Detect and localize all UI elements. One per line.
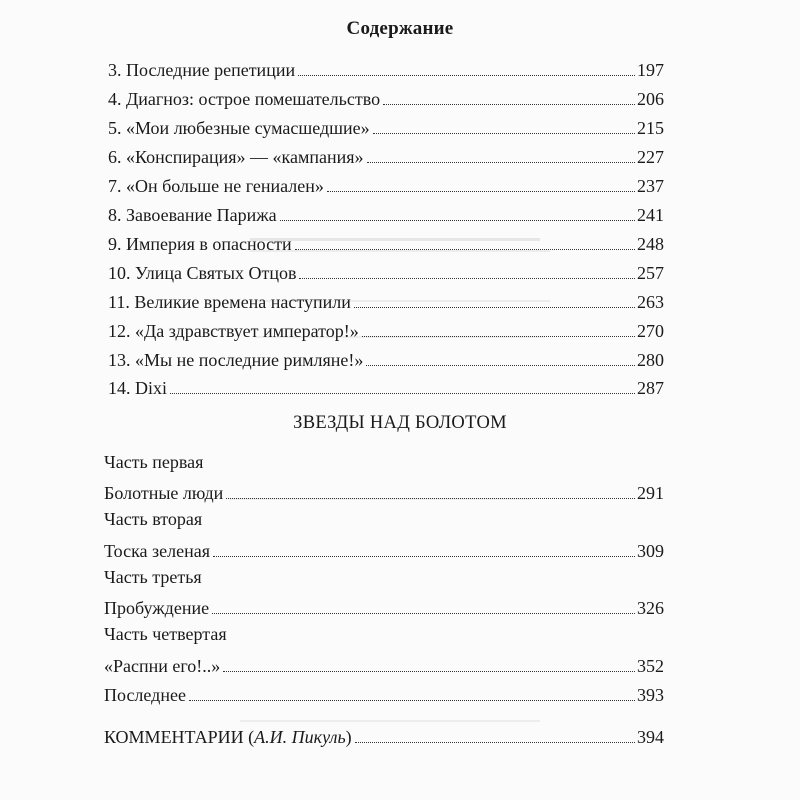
toc-row	[108, 86, 664, 110]
toc-title: 13. «Мы не последние римляне!»	[108, 350, 364, 370]
toc-page: 352	[637, 656, 664, 676]
leader-dots	[212, 613, 635, 614]
toc-page: 257	[637, 263, 664, 283]
page-title: Содержание	[346, 18, 454, 39]
leader-dots	[362, 336, 635, 337]
toc-row	[104, 595, 664, 619]
comments-author: А.И. Пикуль	[254, 727, 346, 747]
toc-title: 12. «Да здравствует император!»	[108, 321, 359, 341]
toc-title: 10. Улица Святых Отцов	[108, 263, 297, 283]
leader-dots	[223, 671, 635, 672]
toc-title: Пробуждение	[104, 598, 210, 618]
leader-dots	[355, 742, 635, 743]
toc-title: Последнее	[104, 685, 186, 705]
toc-title: 4. Диагноз: острое помешательство	[108, 89, 381, 109]
leader-dots	[226, 498, 635, 499]
toc-row	[108, 231, 664, 255]
leader-dots	[383, 104, 635, 105]
part-label: Часть первая	[104, 452, 204, 472]
toc-page: 393	[637, 685, 664, 705]
leader-dots	[327, 191, 635, 192]
toc-page: 227	[637, 147, 664, 167]
toc-title: Тоска зеленая	[104, 541, 211, 561]
toc-title	[104, 727, 352, 748]
leader-dots	[354, 307, 635, 308]
toc-title: 5. «Мои любезные сумасшедшие»	[108, 118, 370, 138]
toc-page: 394	[637, 727, 664, 747]
toc-title: 8. Завоевание Парижа	[108, 205, 277, 225]
toc-title: Болотные люди	[104, 483, 224, 503]
toc-page: 287	[637, 378, 664, 398]
toc-title: 3. Последние репетиции	[108, 60, 296, 80]
leader-dots	[298, 75, 635, 76]
section-title: ЗВЕЗДЫ НАД БОЛОТОМ	[293, 413, 507, 433]
toc-page: 237	[637, 176, 664, 196]
toc-row	[108, 115, 664, 139]
toc-page: 215	[637, 118, 664, 138]
comments-paren: )	[345, 727, 352, 747]
toc-page: 270	[637, 321, 664, 341]
part-label: Часть третья	[104, 567, 202, 587]
leader-dots	[366, 365, 635, 366]
toc-title: 11. Великие времена наступили	[108, 292, 351, 312]
leader-dots	[170, 393, 635, 394]
toc-title: 9. Империя в опасности	[108, 234, 292, 254]
toc-page: 291	[637, 483, 664, 503]
toc-row	[104, 653, 664, 677]
toc-row	[108, 57, 664, 81]
toc-title: 6. «Конспирация» — «кампания»	[108, 147, 364, 167]
part-label: Часть вторая	[104, 509, 203, 529]
toc-row	[108, 173, 664, 197]
toc-title: «Распни его!..»	[104, 656, 221, 676]
leader-dots	[367, 162, 635, 163]
leader-dots	[299, 278, 635, 279]
toc-page: 206	[637, 89, 664, 109]
leader-dots	[280, 220, 635, 221]
toc-page: 309	[637, 541, 664, 561]
toc-row	[108, 144, 664, 168]
toc-page: 263	[637, 292, 664, 312]
toc-row	[104, 682, 664, 706]
leader-dots	[295, 249, 635, 250]
toc-page: 241	[637, 205, 664, 225]
toc-row	[108, 202, 664, 226]
toc-row	[108, 289, 664, 313]
toc-row	[108, 347, 664, 371]
toc-title: 14. Dixi	[108, 378, 168, 398]
toc-row	[108, 318, 664, 342]
toc-page: 197	[637, 60, 664, 80]
toc-page: 326	[637, 598, 664, 618]
toc-row	[104, 538, 664, 562]
leader-dots	[373, 133, 635, 134]
toc-row	[104, 724, 664, 748]
toc-title: 7. «Он больше не гениален»	[108, 176, 324, 196]
leader-dots	[189, 700, 635, 701]
toc-row	[108, 260, 664, 284]
part-label: Часть четвертая	[104, 624, 227, 644]
toc-page: 280	[637, 350, 664, 370]
toc-row	[104, 480, 664, 504]
leader-dots	[213, 556, 635, 557]
toc-page: 248	[637, 234, 664, 254]
toc-row	[108, 375, 664, 399]
comments-title: КОММЕНТАРИИ (	[104, 727, 255, 747]
